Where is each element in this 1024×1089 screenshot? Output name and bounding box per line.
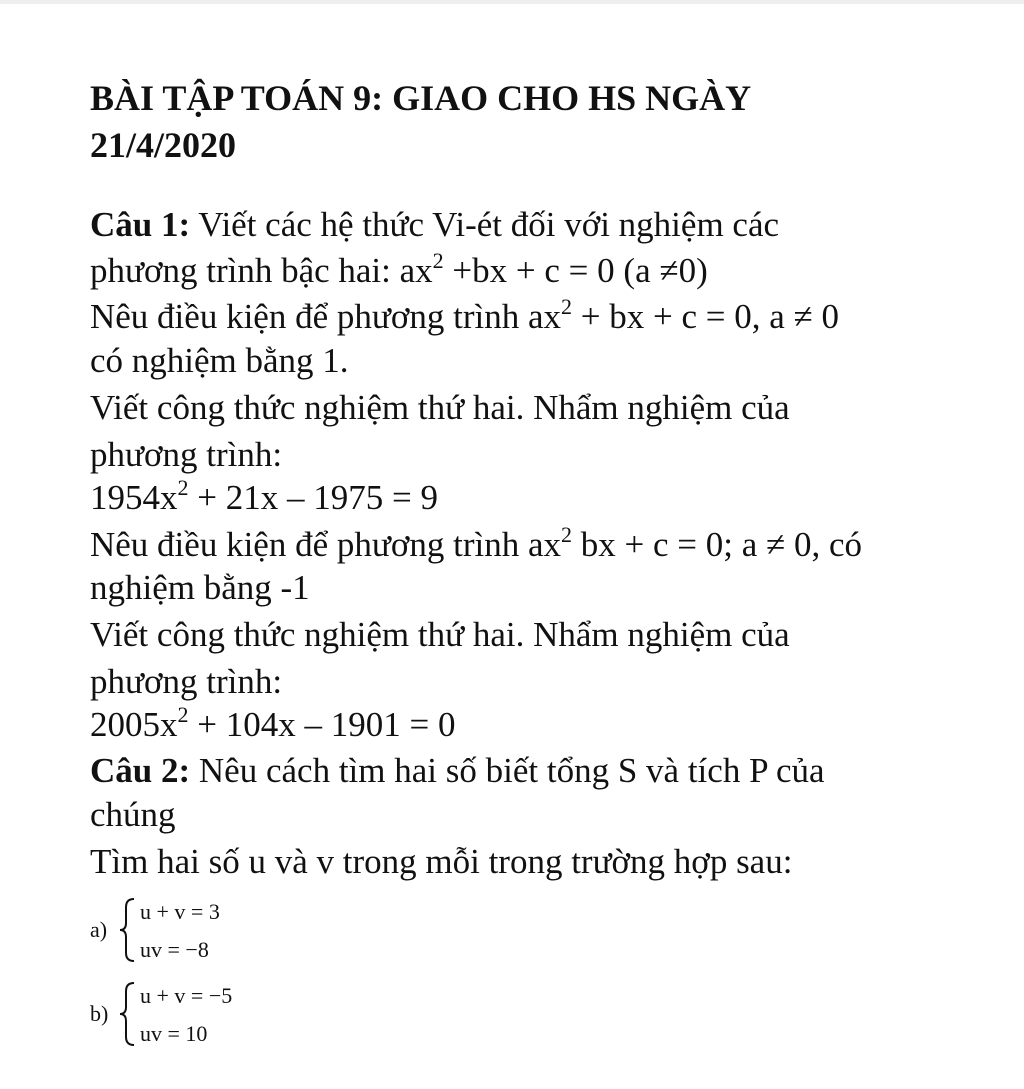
system-a-eq1: u + v = 3 xyxy=(140,899,220,924)
q1-l7-pre: 1954x xyxy=(90,478,178,517)
exponent: 2 xyxy=(560,294,572,319)
title-line-1: BÀI TẬP TOÁN 9: GIAO CHO HS NGÀY xyxy=(90,78,752,118)
q1-line-8 xyxy=(90,522,862,564)
q1-l3-pre: Nêu điều kiện để phương trình ax xyxy=(90,297,561,336)
q1-l7-post: + 21x – 1975 = 9 xyxy=(188,478,438,517)
curly-brace-icon xyxy=(118,981,138,1047)
q1-line-2 xyxy=(90,248,708,290)
q2-label: Câu 2: xyxy=(90,751,191,790)
q2-line-2: chúng xyxy=(90,795,176,834)
q1-line-3 xyxy=(90,294,839,336)
system-b-eq1: u + v = −5 xyxy=(140,983,233,1008)
q1-label: Câu 1: xyxy=(90,205,191,244)
q1-l12-pre: 2005x xyxy=(90,705,178,744)
q1-l2-post: +bx + c = 0 (a ≠0) xyxy=(443,251,708,290)
title-line-2: 21/4/2020 xyxy=(90,125,237,165)
q1-l8-pre: Nêu điều kiện để phương trình ax xyxy=(90,525,561,564)
q1-line-7 xyxy=(90,475,438,517)
q1-line-10: Viết công thức nghiệm thứ hai. Nhẩm nghiệm của xyxy=(90,615,790,654)
q1-line-4: có nghiệm bằng 1. xyxy=(90,341,349,380)
system-a-eq2: uv = −8 xyxy=(140,937,209,962)
system-b-label: b) xyxy=(90,1001,109,1026)
q2-line-1 xyxy=(90,753,825,788)
q1-line-12 xyxy=(90,702,456,744)
q1-l2-pre: phương trình bậc hai: ax xyxy=(90,251,433,290)
q1-l8-post: bx + c = 0; a ≠ 0, có xyxy=(571,525,862,564)
exponent: 2 xyxy=(177,475,189,500)
q2-line-3: Tìm hai số u và v trong mỗi trong trường hợp sau: xyxy=(90,842,793,881)
exponent: 2 xyxy=(560,522,572,547)
q1-line-5: Viết công thức nghiệm thứ hai. Nhẩm nghiệm của xyxy=(90,388,790,427)
exponent: 2 xyxy=(177,702,189,727)
q1-line-1 xyxy=(90,207,779,242)
system-a-label: a) xyxy=(90,917,108,942)
q1-line-6: phương trình: xyxy=(90,435,283,474)
curly-brace-icon xyxy=(118,897,138,963)
system-b-eq2: uv = 10 xyxy=(140,1021,208,1046)
q1-line-11: phương trình: xyxy=(90,662,283,701)
q1-l12-post: + 104x – 1901 = 0 xyxy=(188,705,456,744)
q1-intro: Viết các hệ thức Vi-ét đối với nghiệm các xyxy=(190,205,780,244)
q2-intro: Nêu cách tìm hai số biết tổng S và tích P của xyxy=(190,751,825,790)
q1-l3-post: + bx + c = 0, a ≠ 0 xyxy=(571,297,839,336)
exponent: 2 xyxy=(432,248,444,273)
q1-line-9: nghiệm bằng -1 xyxy=(90,568,310,607)
